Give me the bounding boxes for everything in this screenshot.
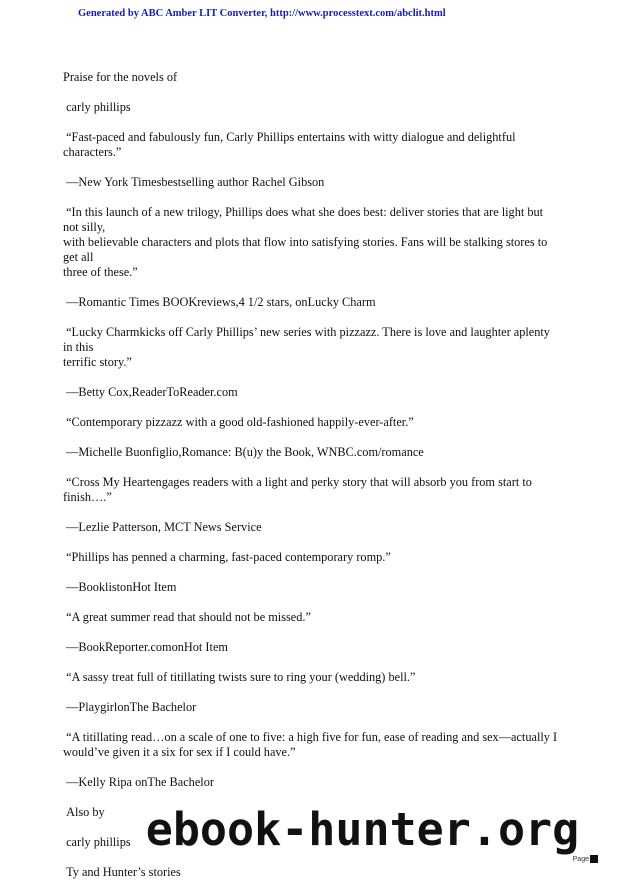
text-line: finish….” (63, 490, 112, 504)
paragraph (63, 475, 558, 505)
paragraph (63, 520, 558, 535)
text-line: terrific story.” (63, 355, 132, 369)
paragraph (63, 295, 558, 310)
paragraph (63, 730, 558, 760)
text-line: “A great summer read that should not be missed.” (63, 610, 311, 624)
paragraph-gap (63, 625, 558, 640)
paragraph (63, 100, 558, 115)
text-line: carly phillips (63, 100, 131, 114)
text-line: —Kelly Ripa onThe Bachelor (63, 775, 214, 789)
converter-header: Generated by ABC Amber LIT Converter, http://www.processtext.com/abclit.html (78, 8, 446, 19)
text-line: “Contemporary pizzazz with a good old-fashioned happily-ever-after.” (63, 415, 414, 429)
text-line: “Fast-paced and fabulously fun, Carly Phillips entertains with witty dialogue and delightful characters.” (63, 130, 519, 159)
paragraph (63, 205, 558, 280)
text-line: —Michelle Buonfiglio,Romance: B(u)y the Book, WNBC.com/romance (63, 445, 424, 459)
paragraph (63, 580, 558, 595)
text-line: “A titillating read…on a scale of one to five: a high five for fun, ease of reading and sex—actually I (63, 730, 558, 744)
watermark: ebook-hunter.org (145, 803, 580, 856)
text-line: three of these.” (63, 265, 138, 279)
paragraph (63, 700, 558, 715)
text-line: —Betty Cox,ReaderToReader.com (63, 385, 238, 399)
paragraph-gap (63, 460, 558, 475)
text-line: Also by (63, 805, 105, 819)
paragraph (63, 865, 558, 880)
paragraph (63, 415, 558, 430)
paragraph-gap (63, 715, 558, 730)
paragraph (63, 325, 558, 370)
paragraph (63, 550, 558, 565)
paragraph-gap (63, 280, 558, 295)
paragraph-gap (63, 535, 558, 550)
document-body (63, 70, 558, 880)
text-line: Ty and Hunter’s stories (63, 865, 181, 879)
paragraph (63, 445, 558, 460)
text-line: carly phillips (63, 835, 131, 849)
paragraph-gap (63, 400, 558, 415)
text-line: “A sassy treat full of titillating twists sure to ring your (wedding) bell.” (63, 670, 416, 684)
text-line: with believable characters and plots that flow into satisfying stories. Fans will be stalking stores to get all (63, 235, 551, 264)
text-line: “Cross My Heartengages readers with a light and perky story that will absorb you from start to (63, 475, 532, 489)
paragraph-gap (63, 85, 558, 100)
paragraph-gap (63, 310, 558, 325)
paragraph (63, 130, 558, 160)
paragraph (63, 670, 558, 685)
page-label: Page (572, 855, 589, 863)
paragraph (63, 385, 558, 400)
text-line: would’ve given it a six for sex if I could have.” (63, 745, 296, 759)
paragraph-gap (63, 565, 558, 580)
text-line: —Romantic Times BOOKreviews,4 1/2 stars, onLucky Charm (63, 295, 376, 309)
text-line: “Phillips has penned a charming, fast-paced contemporary romp.” (63, 550, 391, 564)
page-number-box (590, 855, 598, 863)
text-line: “In this launch of a new trilogy, Phillips does what she does best: deliver stories that are light but not silly, (63, 205, 547, 234)
text-line: Praise for the novels of (63, 70, 178, 84)
paragraph (63, 70, 558, 85)
paragraph-gap (63, 190, 558, 205)
paragraph-gap (63, 505, 558, 520)
paragraph-gap (63, 685, 558, 700)
text-line: —BookReporter.comonHot Item (63, 640, 228, 654)
paragraph-gap (63, 655, 558, 670)
paragraph-gap (63, 370, 558, 385)
paragraph-gap (63, 430, 558, 445)
paragraph-gap (63, 160, 558, 175)
text-line: —New York Timesbestselling author Rachel Gibson (63, 175, 325, 189)
paragraph-gap (63, 115, 558, 130)
paragraph-gap (63, 595, 558, 610)
paragraph (63, 610, 558, 625)
paragraph (63, 775, 558, 790)
paragraph (63, 175, 558, 190)
text-line: —Lezlie Patterson, MCT News Service (63, 520, 262, 534)
text-line: —BooklistonHot Item (63, 580, 177, 594)
paragraph (63, 640, 558, 655)
text-line: “Lucky Charmkicks off Carly Phillips’ new series with pizzazz. There is love and laughter aplenty in this (63, 325, 554, 354)
paragraph-gap (63, 760, 558, 775)
text-line: —PlaygirlonThe Bachelor (63, 700, 197, 714)
page-number (573, 855, 598, 863)
